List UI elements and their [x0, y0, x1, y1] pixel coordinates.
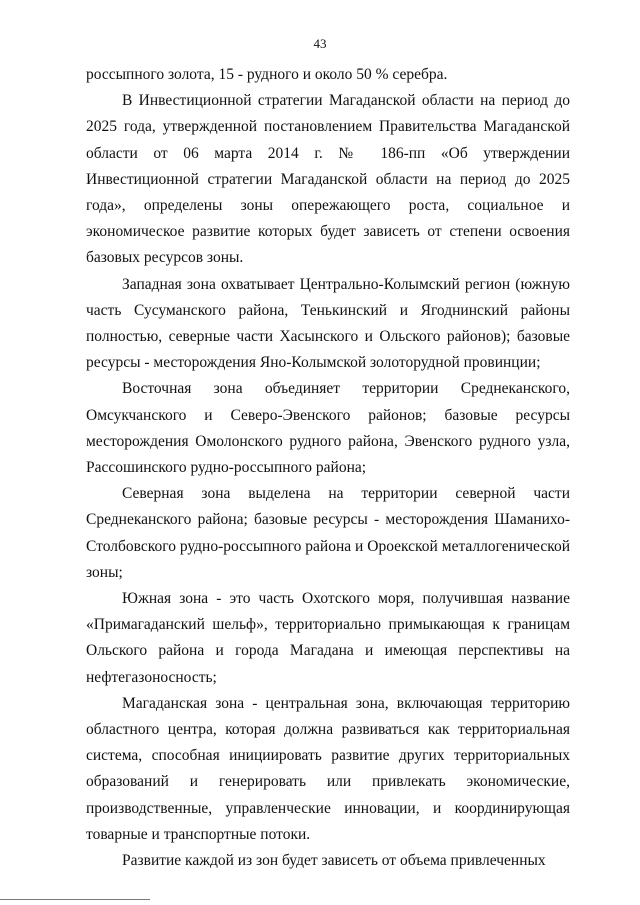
paragraph-7: Магаданская зона - центральная зона, включающая территорию областного центра, которая должна развиваться как территориальная система, способная инициировать развитие других территориальных образований и генерировать или привлекать экономические, производственные, управленческие инновации, и координирующая товарные и транспортные потоки.: [86, 694, 570, 843]
document-body: [86, 62, 570, 874]
paragraph-4: Восточная зона объединяет территории Среднеканского, Омсукчанского и Северо-Эвенского районов; базовые ресурсы месторождения Омолонского рудного района, Эвенского рудного узла, Рассошинского рудно-россыпного района;: [86, 380, 570, 477]
page-number: 43: [313, 36, 327, 51]
paragraph-5: Северная зона выделена на территории северной части Среднеканского района; базовые ресурсы - месторождения Шаманихо-Столбовского рудно-россыпного района и Ороекской металлогенической зоны;: [86, 485, 570, 581]
paragraph-6: Южная зона - это часть Охотского моря, получившая название «Примагаданский шельф», территориально примыкающая к границам Ольского района и города Магадана и имеющая перспективы на нефтегазоносность;: [86, 590, 570, 686]
paragraph-2: В Инвестиционной стратегии Магаданской области на период до 2025 года, утвержденной постановлением Правительства Магаданской области от 06 марта 2014 г. № 186-пп «Об утверждении Инвестиционной стратегии Магаданской области на период до 2025 года», определены зоны опережающего роста, социальное и экономическое развитие которых будет зависеть от степени освоения базовых ресурсов зоны.: [86, 92, 570, 267]
footer-divider: [0, 899, 150, 900]
paragraph-8: Развитие каждой из зон будет зависеть от объема привлеченных: [122, 852, 546, 870]
paragraph-3: Западная зона охватывает Центрально-Колымский регион (южную часть Сусуманского района, Тенькинский и Ягоднинский районы полностью, северные части Хасынского и Ольского районов); базовые ресурсы - месторождения Яно-Колымской золоторудной провинции;: [86, 275, 570, 372]
paragraph-1: россыпного золота, 15 - рудного и около 50 % серебра.: [86, 66, 448, 83]
